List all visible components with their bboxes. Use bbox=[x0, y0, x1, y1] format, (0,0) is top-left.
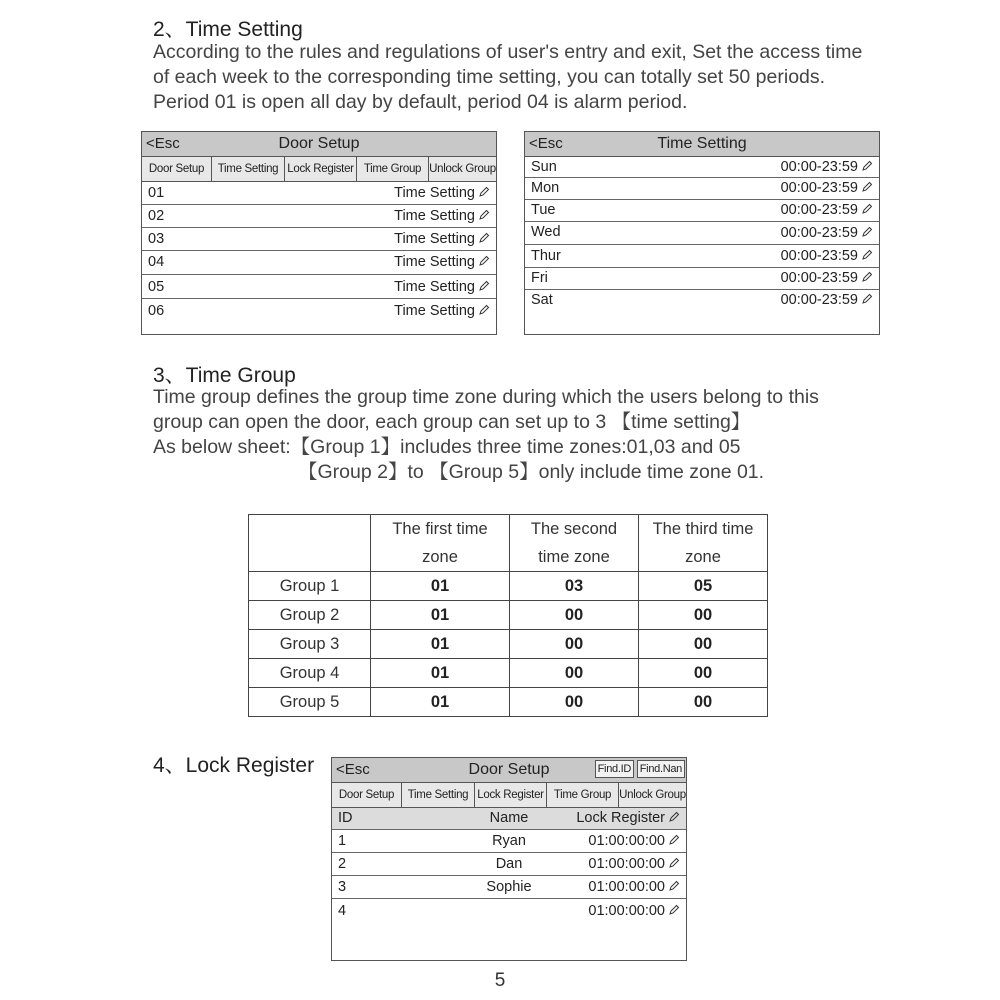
pencil-icon[interactable] bbox=[668, 857, 680, 869]
pencil-icon[interactable] bbox=[478, 304, 490, 316]
zone-cell: 00 bbox=[639, 601, 768, 630]
lock-id: 2 bbox=[338, 856, 347, 872]
panel-title: Door Setup bbox=[468, 761, 550, 778]
day-row[interactable] bbox=[525, 245, 879, 268]
lock-register-panel bbox=[331, 757, 687, 961]
header-third-zone bbox=[639, 515, 768, 572]
zone-cell: 03 bbox=[510, 572, 639, 601]
day-name: Wed bbox=[531, 224, 561, 240]
esc-button[interactable]: <Esc bbox=[336, 761, 370, 778]
table-row bbox=[249, 688, 768, 717]
group-label: Group 2 bbox=[249, 601, 371, 630]
section-3-line: Time group defines the group time zone during which the users belong to this bbox=[153, 386, 819, 408]
lock-time: 01:00:00:00 bbox=[588, 856, 665, 872]
lock-row[interactable] bbox=[332, 830, 686, 853]
group-label: Group 4 bbox=[249, 659, 371, 688]
day-name: Tue bbox=[531, 202, 556, 218]
pencil-icon[interactable] bbox=[478, 280, 490, 292]
lock-id: 1 bbox=[338, 833, 347, 849]
header-line: The second bbox=[530, 520, 618, 538]
zone-cell: 01 bbox=[371, 572, 510, 601]
header-second-zone bbox=[510, 515, 639, 572]
zone-cell: 00 bbox=[639, 688, 768, 717]
pencil-icon[interactable] bbox=[478, 209, 490, 221]
day-row[interactable] bbox=[525, 268, 879, 290]
tab-unlock-group[interactable]: Unlock Group bbox=[619, 789, 686, 801]
pencil-icon[interactable] bbox=[478, 255, 490, 267]
zone-cell: 00 bbox=[639, 659, 768, 688]
pencil-icon[interactable] bbox=[861, 226, 873, 238]
tab-door-setup[interactable]: Door Setup bbox=[142, 157, 212, 181]
zone-cell: 00 bbox=[510, 659, 639, 688]
lock-time: 01:00:00:00 bbox=[588, 833, 665, 849]
lock-name: Sophie bbox=[486, 879, 532, 895]
time-range: 00:00-23:59 bbox=[780, 270, 858, 286]
group-label: Group 1 bbox=[249, 572, 371, 601]
section-3-line: As below sheet:【Group 1】includes three time zones:01,03 and 05 bbox=[153, 436, 741, 458]
door-setup-panel bbox=[141, 131, 497, 335]
pencil-icon[interactable] bbox=[668, 834, 680, 846]
lock-row[interactable] bbox=[332, 876, 686, 899]
zone-cell: 01 bbox=[371, 659, 510, 688]
header-line: The first time bbox=[392, 520, 488, 538]
time-setting-panel bbox=[524, 131, 880, 335]
find-name-button[interactable]: Find.Nan bbox=[637, 760, 685, 778]
lock-id: 3 bbox=[338, 879, 347, 895]
header-line: The third time bbox=[652, 520, 754, 538]
column-name: Name bbox=[489, 810, 529, 826]
pencil-icon[interactable] bbox=[478, 232, 490, 244]
zone-cell: 00 bbox=[639, 630, 768, 659]
day-row[interactable] bbox=[525, 157, 879, 178]
pencil-icon[interactable] bbox=[861, 160, 873, 172]
esc-button[interactable]: <Esc bbox=[529, 135, 563, 152]
zone-cell: 01 bbox=[371, 601, 510, 630]
pencil-icon[interactable] bbox=[668, 904, 680, 916]
day-row[interactable] bbox=[525, 178, 879, 200]
title-bar bbox=[332, 758, 686, 783]
row-label: Time Setting bbox=[394, 279, 475, 295]
page-number: 5 bbox=[494, 970, 506, 991]
day-name: Sun bbox=[531, 159, 557, 175]
header-line: zone bbox=[685, 548, 721, 566]
tab-bar bbox=[142, 157, 496, 182]
title-bar bbox=[142, 132, 496, 157]
time-range: 00:00-23:59 bbox=[780, 225, 858, 241]
section-3-line: 【Group 2】to 【Group 5】only include time zone 01. bbox=[298, 461, 765, 483]
lock-id: 4 bbox=[338, 903, 347, 919]
panel-title: Door Setup bbox=[278, 135, 360, 152]
zone-cell: 00 bbox=[510, 601, 639, 630]
pencil-icon[interactable] bbox=[861, 293, 873, 305]
pencil-icon[interactable] bbox=[668, 880, 680, 892]
tab-time-setting[interactable]: Time Setting bbox=[212, 157, 285, 181]
tab-lock-register[interactable]: Lock Register bbox=[475, 783, 547, 807]
tab-time-group[interactable]: Time Group bbox=[357, 157, 429, 181]
row-id: 05 bbox=[148, 279, 165, 295]
tab-door-setup[interactable]: Door Setup bbox=[332, 783, 402, 807]
time-range: 00:00-23:59 bbox=[780, 202, 858, 218]
time-group-table bbox=[248, 514, 768, 717]
section-3-line: group can open the door, each group can set up to 3 【time setting】 bbox=[153, 411, 751, 433]
esc-button[interactable]: <Esc bbox=[146, 135, 180, 152]
pencil-icon[interactable] bbox=[478, 186, 490, 198]
time-range: 00:00-23:59 bbox=[780, 292, 858, 308]
time-setting-row[interactable] bbox=[142, 205, 496, 228]
day-row[interactable] bbox=[525, 200, 879, 222]
time-range: 00:00-23:59 bbox=[780, 248, 858, 264]
column-header-row bbox=[332, 808, 686, 830]
row-label: Time Setting bbox=[394, 303, 475, 319]
time-range: 00:00-23:59 bbox=[780, 180, 858, 196]
time-setting-row[interactable] bbox=[142, 275, 496, 299]
zone-cell: 00 bbox=[510, 688, 639, 717]
panel-title: Time Setting bbox=[657, 135, 747, 152]
time-setting-row[interactable] bbox=[142, 182, 496, 205]
tab-time-group[interactable]: Time Group bbox=[547, 783, 619, 807]
row-label: Time Setting bbox=[394, 208, 475, 224]
section-3-heading: 3、Time Group bbox=[153, 364, 296, 387]
pencil-icon[interactable] bbox=[861, 271, 873, 283]
tab-lock-register[interactable]: Lock Register bbox=[285, 157, 357, 181]
table-row bbox=[249, 601, 768, 630]
pencil-icon[interactable] bbox=[668, 811, 680, 823]
day-name: Sat bbox=[531, 292, 553, 308]
title-bar bbox=[525, 132, 879, 157]
column-id: ID bbox=[338, 810, 353, 826]
row-id: 04 bbox=[148, 254, 165, 270]
day-row[interactable] bbox=[525, 290, 879, 312]
row-id: 06 bbox=[148, 303, 165, 319]
day-name: Mon bbox=[531, 180, 560, 196]
header-first-zone bbox=[371, 515, 510, 572]
header-line: zone bbox=[422, 548, 458, 566]
section-2-line: of each week to the corresponding time setting, you can totally set 50 periods. bbox=[153, 66, 826, 88]
day-row[interactable] bbox=[525, 222, 879, 245]
zone-cell: 05 bbox=[639, 572, 768, 601]
pencil-icon[interactable] bbox=[861, 181, 873, 193]
pencil-icon[interactable] bbox=[861, 249, 873, 261]
zone-cell: 01 bbox=[371, 630, 510, 659]
section-4-heading: 4、Lock Register bbox=[153, 754, 315, 777]
tab-bar bbox=[332, 783, 686, 808]
lock-row[interactable] bbox=[332, 899, 686, 922]
header-line: time zone bbox=[538, 548, 610, 566]
day-name: Fri bbox=[531, 270, 548, 286]
tab-time-setting[interactable]: Time Setting bbox=[402, 783, 475, 807]
zone-cell: 01 bbox=[371, 688, 510, 717]
row-id: 03 bbox=[148, 231, 165, 247]
column-lock-register: Lock Register bbox=[576, 810, 665, 826]
time-setting-row[interactable] bbox=[142, 228, 496, 251]
pencil-icon[interactable] bbox=[861, 203, 873, 215]
row-label: Time Setting bbox=[394, 254, 475, 270]
zone-cell: 00 bbox=[510, 630, 639, 659]
find-id-button[interactable]: Find.ID bbox=[595, 760, 634, 778]
row-id: 02 bbox=[148, 208, 165, 224]
table-header-row bbox=[249, 515, 768, 572]
row-label: Time Setting bbox=[394, 185, 475, 201]
lock-name: Dan bbox=[495, 856, 523, 872]
header-empty-cell bbox=[249, 515, 371, 572]
group-label: Group 3 bbox=[249, 630, 371, 659]
group-label: Group 5 bbox=[249, 688, 371, 717]
lock-name: Ryan bbox=[492, 833, 526, 849]
day-name: Thur bbox=[531, 248, 561, 264]
lock-row[interactable] bbox=[332, 853, 686, 876]
section-2-line: According to the rules and regulations of user's entry and exit, Set the access time bbox=[153, 41, 863, 63]
row-label: Time Setting bbox=[394, 231, 475, 247]
table-row bbox=[249, 572, 768, 601]
lock-time: 01:00:00:00 bbox=[588, 903, 665, 919]
section-3-text bbox=[153, 385, 819, 485]
row-id: 01 bbox=[148, 185, 165, 201]
time-setting-row[interactable] bbox=[142, 299, 496, 323]
section-2-line: Period 01 is open all day by default, period 04 is alarm period. bbox=[153, 91, 688, 113]
table-row bbox=[249, 630, 768, 659]
time-setting-row[interactable] bbox=[142, 251, 496, 275]
section-2-heading: 2、Time Setting bbox=[153, 18, 303, 41]
time-range: 00:00-23:59 bbox=[780, 159, 858, 175]
tab-unlock-group[interactable]: Unlock Group bbox=[429, 163, 496, 175]
lock-time: 01:00:00:00 bbox=[588, 879, 665, 895]
section-2-text bbox=[153, 40, 862, 115]
table-row bbox=[249, 659, 768, 688]
